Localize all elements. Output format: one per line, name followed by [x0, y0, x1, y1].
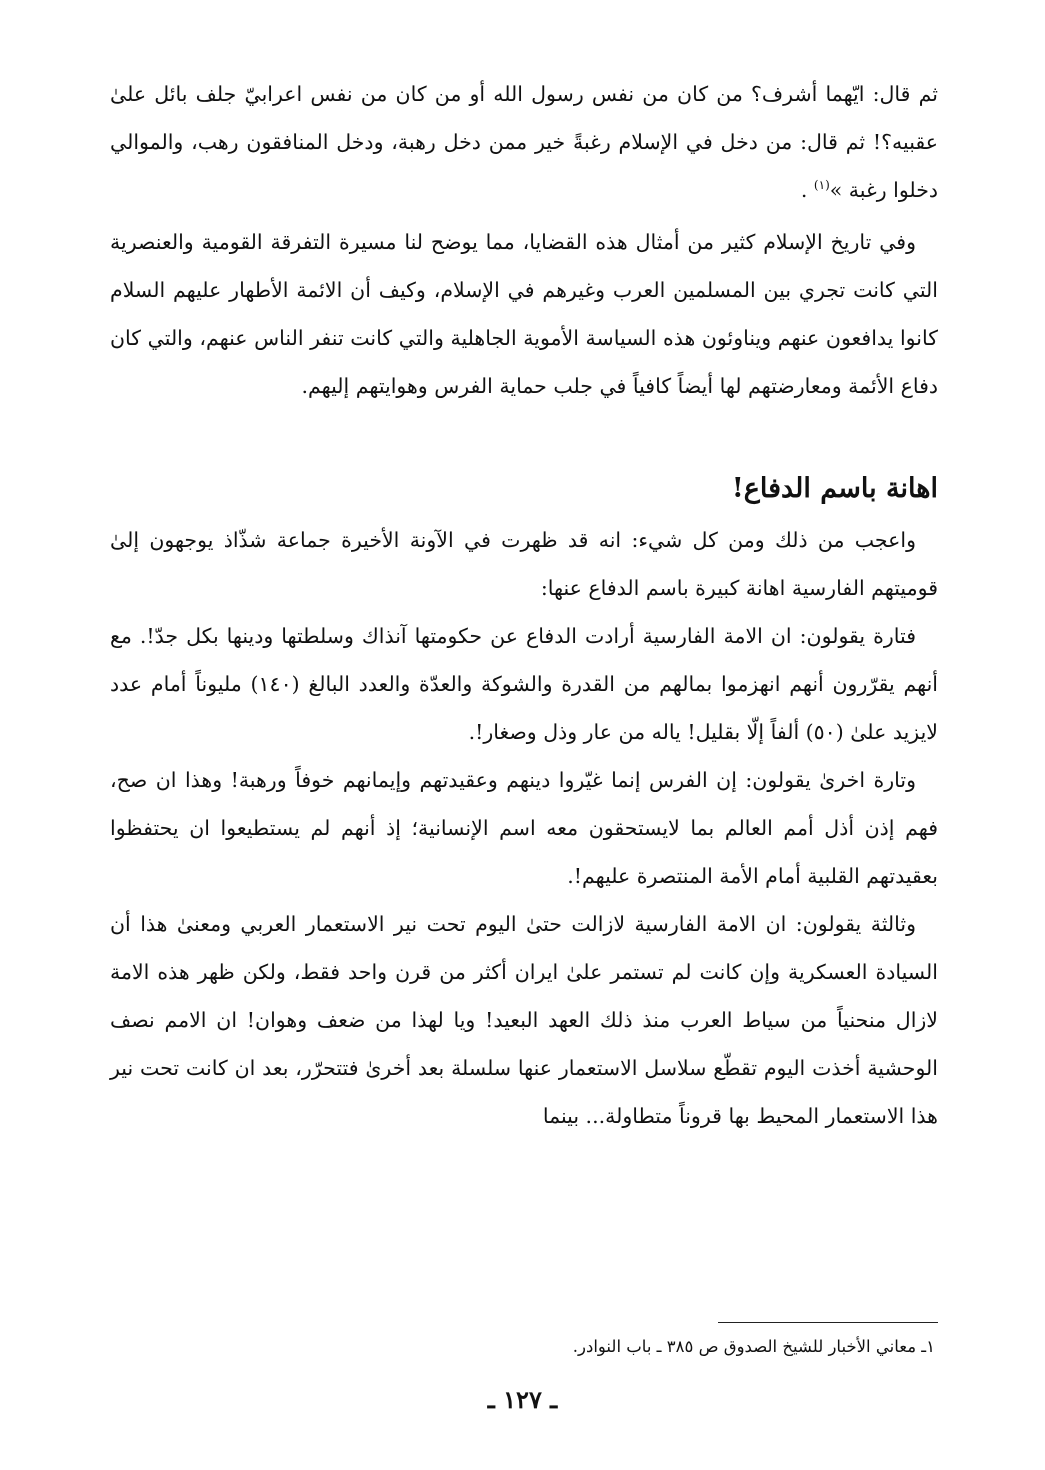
paragraph-quote-text: ثم قال: ايّهما أشرف؟ من كان من نفس رسول الله أو من كان من نفس اعرابيّ جلف بائل علىٰ عقبيه؟! ثم قال: من دخل في الإسلام رغبةً خير ممن دخل رهبة، ودخل المنافقون رهب، والموالي دخلوا رغبة »: [110, 82, 938, 202]
paragraph-first-claim: فتارة يقولون: ان الامة الفارسية أرادت الدفاع عن حكومتها آنذاك وسلطتها ودينها بكل جدّ!. مع أنهم يقرّرون أنهم انهزموا بمالهم من القدرة والشوكة والعدّة والعدد البالغ (١٤٠) مليوناً أمام عدد لايزيد علىٰ (٥٠) ألفاً إلّا بقليل! ياله من عار وذل وصغار!.: [110, 624, 938, 744]
paragraph-third-claim: وثالثة يقولون: ان الامة الفارسية لازالت حتىٰ اليوم تحت نير الاستعمار العربي ومعنىٰ هذا أن السيادة العسكرية وإن كانت لم تستمر علىٰ ايران أكثر من قرن واحد فقط، ولكن ظهر هذه الامة لازال منحنياً من سياط العرب منذ ذلك العهد البعيد! ويا لهذا من ضعف وهوان! ان الامم نصف الوحشية أخذت اليوم تقطّع سلاسل الاستعمار عنها سلسلة بعد أخرىٰ فتتحرّر، بعد ان كانت تحت نير هذا الاستعمار المحيط بها قروناً متطاولة... بينما: [110, 912, 938, 1128]
paragraph-intro: واعجب من ذلك ومن كل شيء: انه قد ظهرت في الآونة الأخيرة جماعة شذّاذ يوجهون إلىٰ قوميتهم الفارسية اهانة كبيرة باسم الدفاع عنها:: [110, 528, 938, 600]
paragraph-history: وفي تاريخ الإسلام كثير من أمثال هذه القضايا، مما يوضح لنا مسيرة التفرقة القومية والعنصرية التي كانت تجري بين المسلمين العرب وغيرهم في الإسلام، وكيف أن الائمة الأطهار عليهم السلام كانوا يدافعون عنهم ويناوئون هذه السياسة الأموية الجاهلية والتي كانت تنفر الناس عنهم، والتي كان دفاع الأئمة ومعارضتهم لها أيضاً كافياً في جلب حماية الفرس وهوايتهم إليهم.: [110, 230, 938, 398]
page-number: ـ ١٢٧ ـ: [487, 1385, 558, 1414]
paragraph-quote-end: [110, 70, 938, 214]
footnote-divider: [718, 1322, 938, 1323]
footnote-reference[interactable]: (١): [813, 178, 830, 193]
footnote: ١ـ معاني الأخبار للشيخ الصدوق ص ٣٨٥ ـ باب النوادر.: [572, 1337, 935, 1356]
page-body: [110, 70, 938, 1140]
paragraph-second-claim: وتارة اخرىٰ يقولون: إن الفرس إنما غيّروا دينهم وعقيدتهم وإيمانهم خوفاً ورهبة! وهذا ان صح، فهم إذن أذل أمم العالم بما لايستحقون معه اسم الإنسانية؛ إذ أنهم لم يستطيعوا ان يحتفظوا بعقيدتهم القلبية أمام الأمة المنتصرة عليهم!.: [110, 768, 938, 888]
section-heading: اهانة باسم الدفاع!: [731, 473, 938, 504]
paragraph-quote-tail: .: [800, 178, 808, 202]
